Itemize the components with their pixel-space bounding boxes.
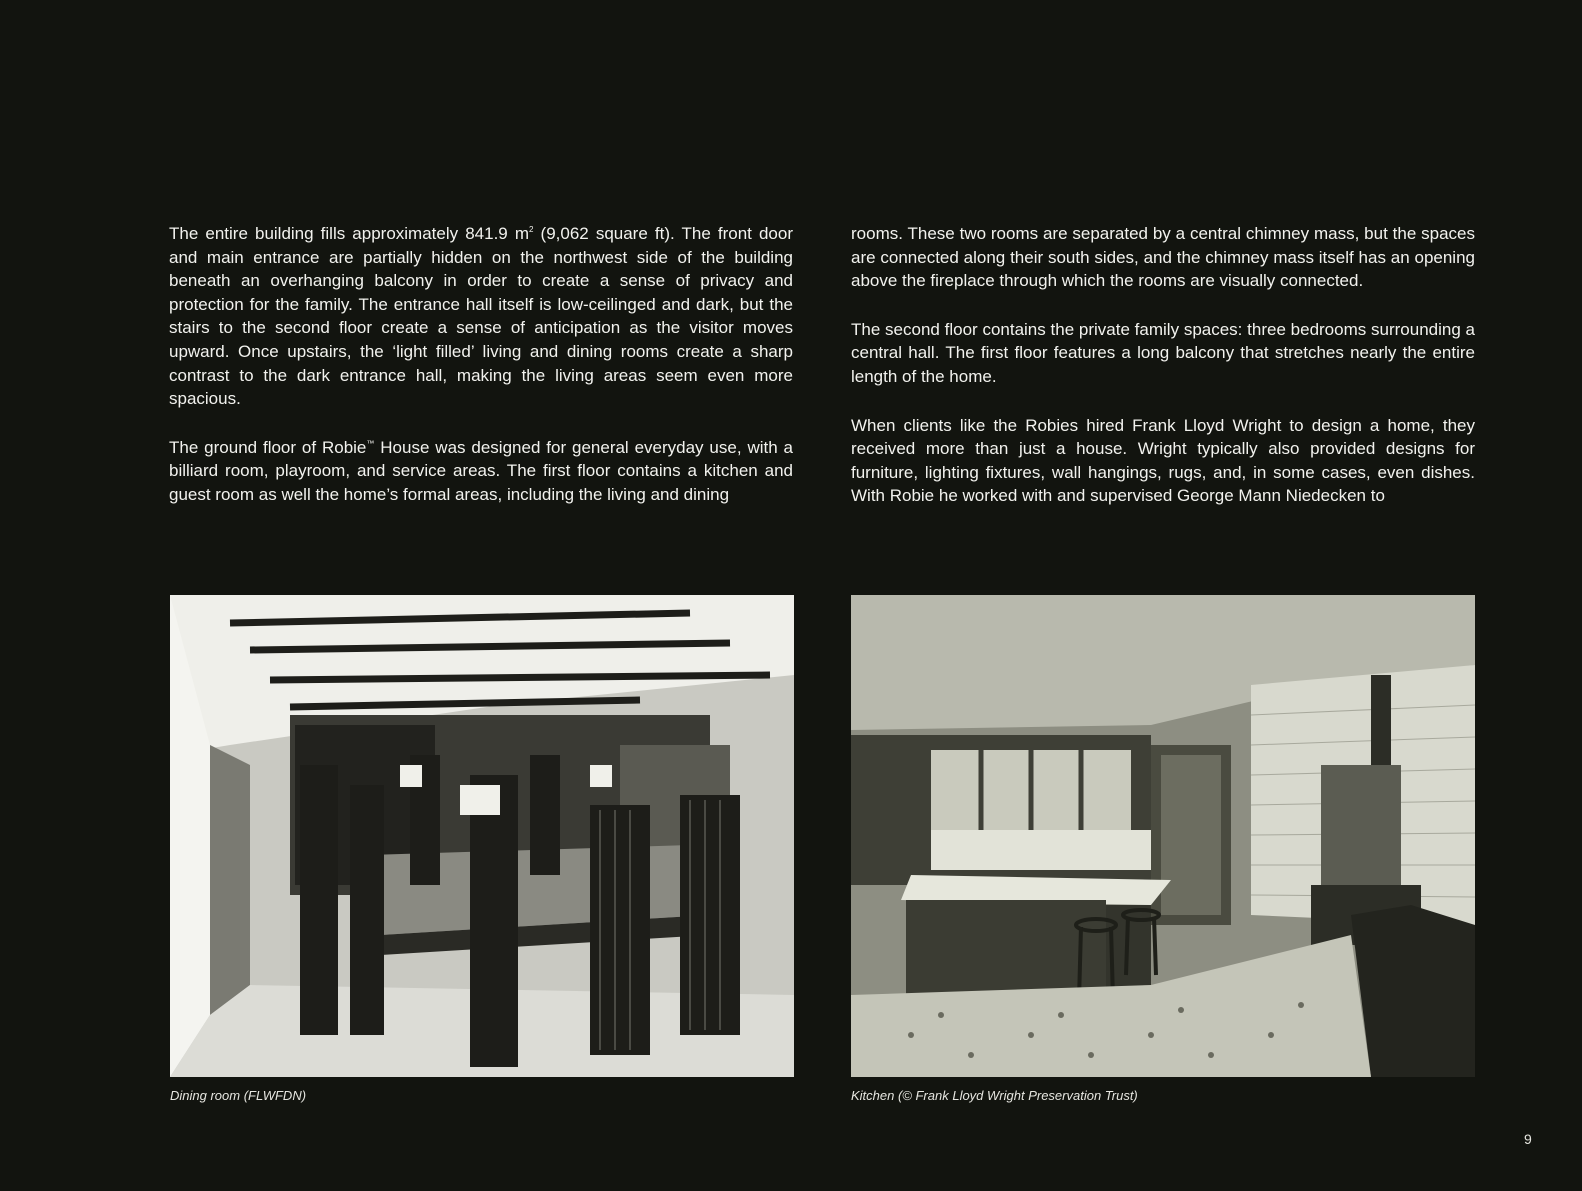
kitchen-caption: Kitchen (© Frank Lloyd Wright Preservation Trust) <box>851 1088 1138 1103</box>
dining-room-caption: Dining room (FLWFDN) <box>170 1088 307 1103</box>
paragraph-ground-floor: The ground floor of Robie™ House was designed for general everyday use, with a billiard room, playroom, and service areas. The first floor contains a kitchen and guest room as well the home’s formal areas, including the living and dining <box>169 437 794 504</box>
dining-room-photo <box>170 595 794 1077</box>
paragraph-building-size: The entire building fills approximately 841.9 $m^2$ (9,062 square ft). The front door and main entrance are partially hidden on the northwest side of the building beneath an overhanging balcony in order to create a sense of privacy and protection for the family. The entrance hall itself is low-ceilinged and dark, but the stairs to the second floor create a sense of anticipation as the visitor moves upward. Once upstairs, the ‘light filled’ living and dining rooms create a sharp contrast to the dark entrance hall, making the living areas seem even more spacious. <box>169 224 793 409</box>
page-number: 9 <box>1524 1131 1532 1147</box>
paragraph-second-floor: The second floor contains the private family spaces: three bedrooms surrounding a central hall. The first floor features a long balcony that stretches nearly the entire length of the home. <box>851 319 1475 386</box>
paragraph-chimney: rooms. These two rooms are separated by a central chimney mass, but the spaces are connected along their south sides, and the chimney mass itself has an opening above the fireplace through which the rooms are visually connected. <box>851 224 1475 291</box>
right-text-column <box>851 222 1475 508</box>
kitchen-photo <box>851 595 1475 1077</box>
paragraph-clients: When clients like the Robies hired Frank Lloyd Wright to design a home, they received more than just a house. Wright typically also provided designs for furniture, lighting fixtures, wall hangings, rugs, and, in some cases, even dishes. With Robie he worked with and supervised George Mann Niedecken to <box>851 415 1475 506</box>
left-text-column <box>169 222 793 507</box>
